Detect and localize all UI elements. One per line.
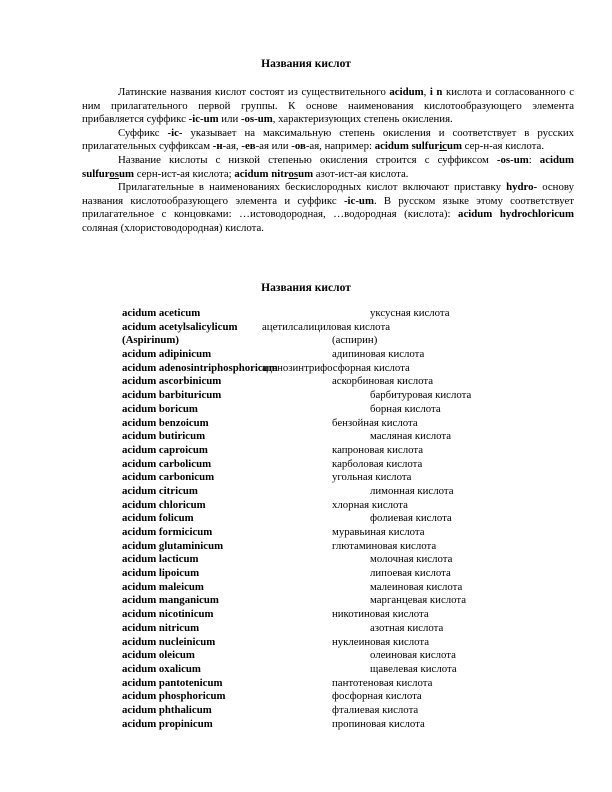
latin-name: acidum manganicum bbox=[122, 594, 219, 607]
paragraph-1 bbox=[82, 86, 574, 127]
list-item bbox=[122, 636, 582, 650]
text-run: кислота и согласованного с ним прилагательного первой группы. К основе наименования кислотообразующего элемента прибавляется суффикс bbox=[82, 86, 574, 126]
latin-name: acidum chloricum bbox=[122, 498, 206, 511]
russian-name: муравьиная кислота bbox=[332, 526, 425, 538]
russian-name: молочная кислота bbox=[370, 553, 453, 566]
russian-name: азотная кислота bbox=[370, 621, 444, 634]
text-run: соляная (хлористоводородная) кислота. bbox=[82, 221, 264, 234]
list-item bbox=[122, 649, 582, 663]
list-item bbox=[122, 334, 582, 348]
text-run: acidum nitr bbox=[234, 167, 289, 180]
list-item bbox=[122, 540, 582, 554]
russian-name: лимонная кислота bbox=[370, 484, 454, 497]
list-item bbox=[122, 444, 582, 458]
text-run: os bbox=[288, 167, 299, 180]
list-item bbox=[122, 512, 582, 526]
text-run: ic bbox=[439, 140, 447, 153]
text-run: um bbox=[119, 167, 135, 180]
latin-name: acidum nitricum bbox=[122, 621, 200, 634]
text-run: Суффикс bbox=[118, 126, 168, 139]
list-item bbox=[122, 375, 582, 389]
russian-name: масляная кислота bbox=[370, 430, 452, 443]
russian-name: никотиновая кислота bbox=[332, 608, 429, 621]
russian-name: пропиновая кислота bbox=[332, 717, 425, 730]
list-item bbox=[122, 594, 582, 608]
text-run: или bbox=[218, 113, 241, 126]
text-run: Латинские названия кислот состоят из существительного bbox=[118, 86, 390, 98]
russian-name: уксусная кислота bbox=[370, 307, 450, 319]
list-item bbox=[122, 471, 582, 485]
russian-name: олеиновая кислота bbox=[370, 649, 456, 662]
latin-name: acidum phthalicum bbox=[122, 703, 212, 716]
latin-name: acidum adipinicum bbox=[122, 348, 212, 361]
text-run: : bbox=[528, 153, 540, 166]
text-run: основу названия кислотообразующего элемента и суффикс bbox=[82, 181, 574, 207]
latin-name: (Aspirinum) bbox=[122, 334, 179, 347]
russian-name: малеиновая кислота bbox=[370, 580, 463, 593]
russian-name: липоевая кислота bbox=[370, 567, 451, 580]
text-run: -os-um bbox=[496, 153, 529, 166]
paragraph-2 bbox=[82, 127, 574, 154]
list-item bbox=[122, 718, 582, 732]
russian-name: фолиевая кислота bbox=[370, 512, 452, 525]
latin-name: acidum oleicum bbox=[122, 649, 195, 662]
text-run: -н bbox=[212, 140, 223, 153]
text-run: серн-ист-ая кислота; bbox=[134, 167, 235, 180]
latin-name: acidum ascorbinicum bbox=[122, 375, 222, 388]
section-title: Названия кислот bbox=[261, 282, 351, 294]
text-run: -os-um bbox=[240, 113, 273, 126]
text-run: i n bbox=[429, 86, 443, 98]
latin-name: acidum oxalicum bbox=[122, 662, 201, 675]
text-run: acidum sulfur bbox=[374, 140, 440, 153]
latin-name: acidum acetylsalicylicum bbox=[122, 320, 238, 333]
text-run: Название кислоты с низкой степенью окисления строится с суффиксом bbox=[118, 153, 497, 166]
text-run: Прилагательные в наименованиях бескислородных кислот включают приставку bbox=[118, 181, 507, 194]
text-run: , bbox=[423, 86, 430, 98]
text-run: acidum hydrochloricum bbox=[458, 208, 574, 221]
russian-name: адипиновая кислота bbox=[332, 348, 425, 361]
text-run: -ic- bbox=[167, 126, 183, 139]
list-item bbox=[122, 430, 582, 444]
list-item bbox=[122, 704, 582, 718]
russian-name: (аспирин) bbox=[332, 334, 378, 347]
paragraph-4 bbox=[82, 181, 574, 235]
russian-name: фосфорная кислота bbox=[332, 690, 422, 703]
russian-name: глютаминовая кислота bbox=[332, 539, 437, 552]
list-item bbox=[122, 581, 582, 595]
latin-name: acidum caproicum bbox=[122, 443, 208, 456]
russian-name: пантотеновая кислота bbox=[332, 676, 433, 689]
latin-name: acidum phosphoricum bbox=[122, 690, 226, 703]
list-item bbox=[122, 485, 582, 499]
latin-name: acidum lipoicum bbox=[122, 567, 200, 580]
text-run: um bbox=[298, 167, 314, 180]
latin-name: acidum nucleinicum bbox=[122, 635, 216, 648]
list-item bbox=[122, 417, 582, 431]
list-item bbox=[122, 362, 582, 376]
russian-name: аскорбиновая кислота bbox=[332, 375, 434, 388]
russian-name: марганцевая кислота bbox=[370, 594, 467, 607]
latin-name: acidum aceticum bbox=[122, 307, 201, 319]
latin-name: acidum carbonicum bbox=[122, 471, 215, 484]
latin-name: acidum butiricum bbox=[122, 430, 206, 443]
text-run: os bbox=[109, 167, 120, 180]
russian-name: ацетилсалициловая кислота bbox=[262, 320, 391, 333]
text-run: -ая, например: bbox=[305, 140, 375, 153]
latin-name: acidum pantotenicum bbox=[122, 676, 223, 689]
russian-name: борная кислота bbox=[370, 402, 441, 415]
latin-name: acidum adenosintriphosphoricum bbox=[122, 361, 278, 374]
text-run: -ая или bbox=[255, 140, 292, 153]
list-item bbox=[122, 553, 582, 567]
latin-name: acidum carbolicum bbox=[122, 457, 212, 470]
russian-name: угольная кислота bbox=[332, 471, 412, 484]
latin-name: acidum benzoicum bbox=[122, 416, 209, 429]
list-item bbox=[122, 321, 582, 335]
russian-name: нуклеиновая кислота bbox=[332, 635, 430, 648]
text-run: -ев bbox=[241, 140, 256, 153]
text-run: азот-ист-ая кислота. bbox=[313, 167, 409, 180]
list-item bbox=[122, 663, 582, 677]
acid-list bbox=[122, 307, 582, 731]
text-run: -ic-um bbox=[343, 194, 374, 207]
text-run: -ая, bbox=[222, 140, 242, 153]
text-run: -ов bbox=[291, 140, 306, 153]
list-item bbox=[122, 307, 582, 321]
text-run: acidum bbox=[389, 86, 424, 98]
text-run: -ic-um bbox=[188, 113, 219, 126]
latin-name: acidum maleicum bbox=[122, 580, 204, 593]
list-item bbox=[122, 622, 582, 636]
russian-name: хлорная кислота bbox=[332, 498, 408, 511]
latin-name: acidum lacticum bbox=[122, 553, 199, 566]
latin-name: acidum citricum bbox=[122, 484, 198, 497]
list-item bbox=[122, 567, 582, 581]
russian-name: карболовая кислота bbox=[332, 457, 423, 470]
text-run: указывает на максимальную степень окисления и соответствует в русских прилагательных суффиксам bbox=[82, 126, 574, 153]
list-item bbox=[122, 690, 582, 704]
intro-text bbox=[82, 86, 574, 236]
page-title: Названия кислот bbox=[261, 58, 351, 70]
russian-name: барбитуровая кислота bbox=[370, 389, 472, 402]
list-item bbox=[122, 458, 582, 472]
russian-name: капроновая кислота bbox=[332, 443, 423, 456]
text-run: , характеризующих степень окисления. bbox=[272, 113, 453, 126]
latin-name: acidum barbituricum bbox=[122, 389, 222, 402]
list-item bbox=[122, 389, 582, 403]
russian-name: щавелевая кислота bbox=[370, 662, 457, 675]
text-run: hydro- bbox=[506, 181, 538, 194]
russian-name: фталиевая кислота bbox=[332, 703, 419, 716]
russian-name: бензойная кислота bbox=[332, 416, 418, 429]
paragraph-3 bbox=[82, 154, 574, 181]
russian-name: аденозинтрифосфорная кислота bbox=[262, 361, 410, 374]
list-item bbox=[122, 677, 582, 691]
list-item bbox=[122, 499, 582, 513]
text-run: acidum sulfur bbox=[82, 153, 574, 180]
latin-name: acidum formicicum bbox=[122, 526, 213, 538]
text-run: сер-н-ая кислота. bbox=[461, 140, 545, 153]
latin-name: acidum folicum bbox=[122, 512, 194, 525]
latin-name: acidum glutaminicum bbox=[122, 539, 224, 552]
text-run: um bbox=[446, 140, 462, 153]
list-item bbox=[122, 348, 582, 362]
list-item bbox=[122, 526, 582, 540]
text-run: . В русском языке этому соответствует прилагательное с концовками: …истоводородная, …водородная (кислота): bbox=[82, 194, 574, 221]
latin-name: acidum boricum bbox=[122, 402, 198, 415]
latin-name: acidum nicotinicum bbox=[122, 608, 214, 621]
list-item bbox=[122, 403, 582, 417]
latin-name: acidum propinicum bbox=[122, 717, 213, 730]
list-item bbox=[122, 608, 582, 622]
